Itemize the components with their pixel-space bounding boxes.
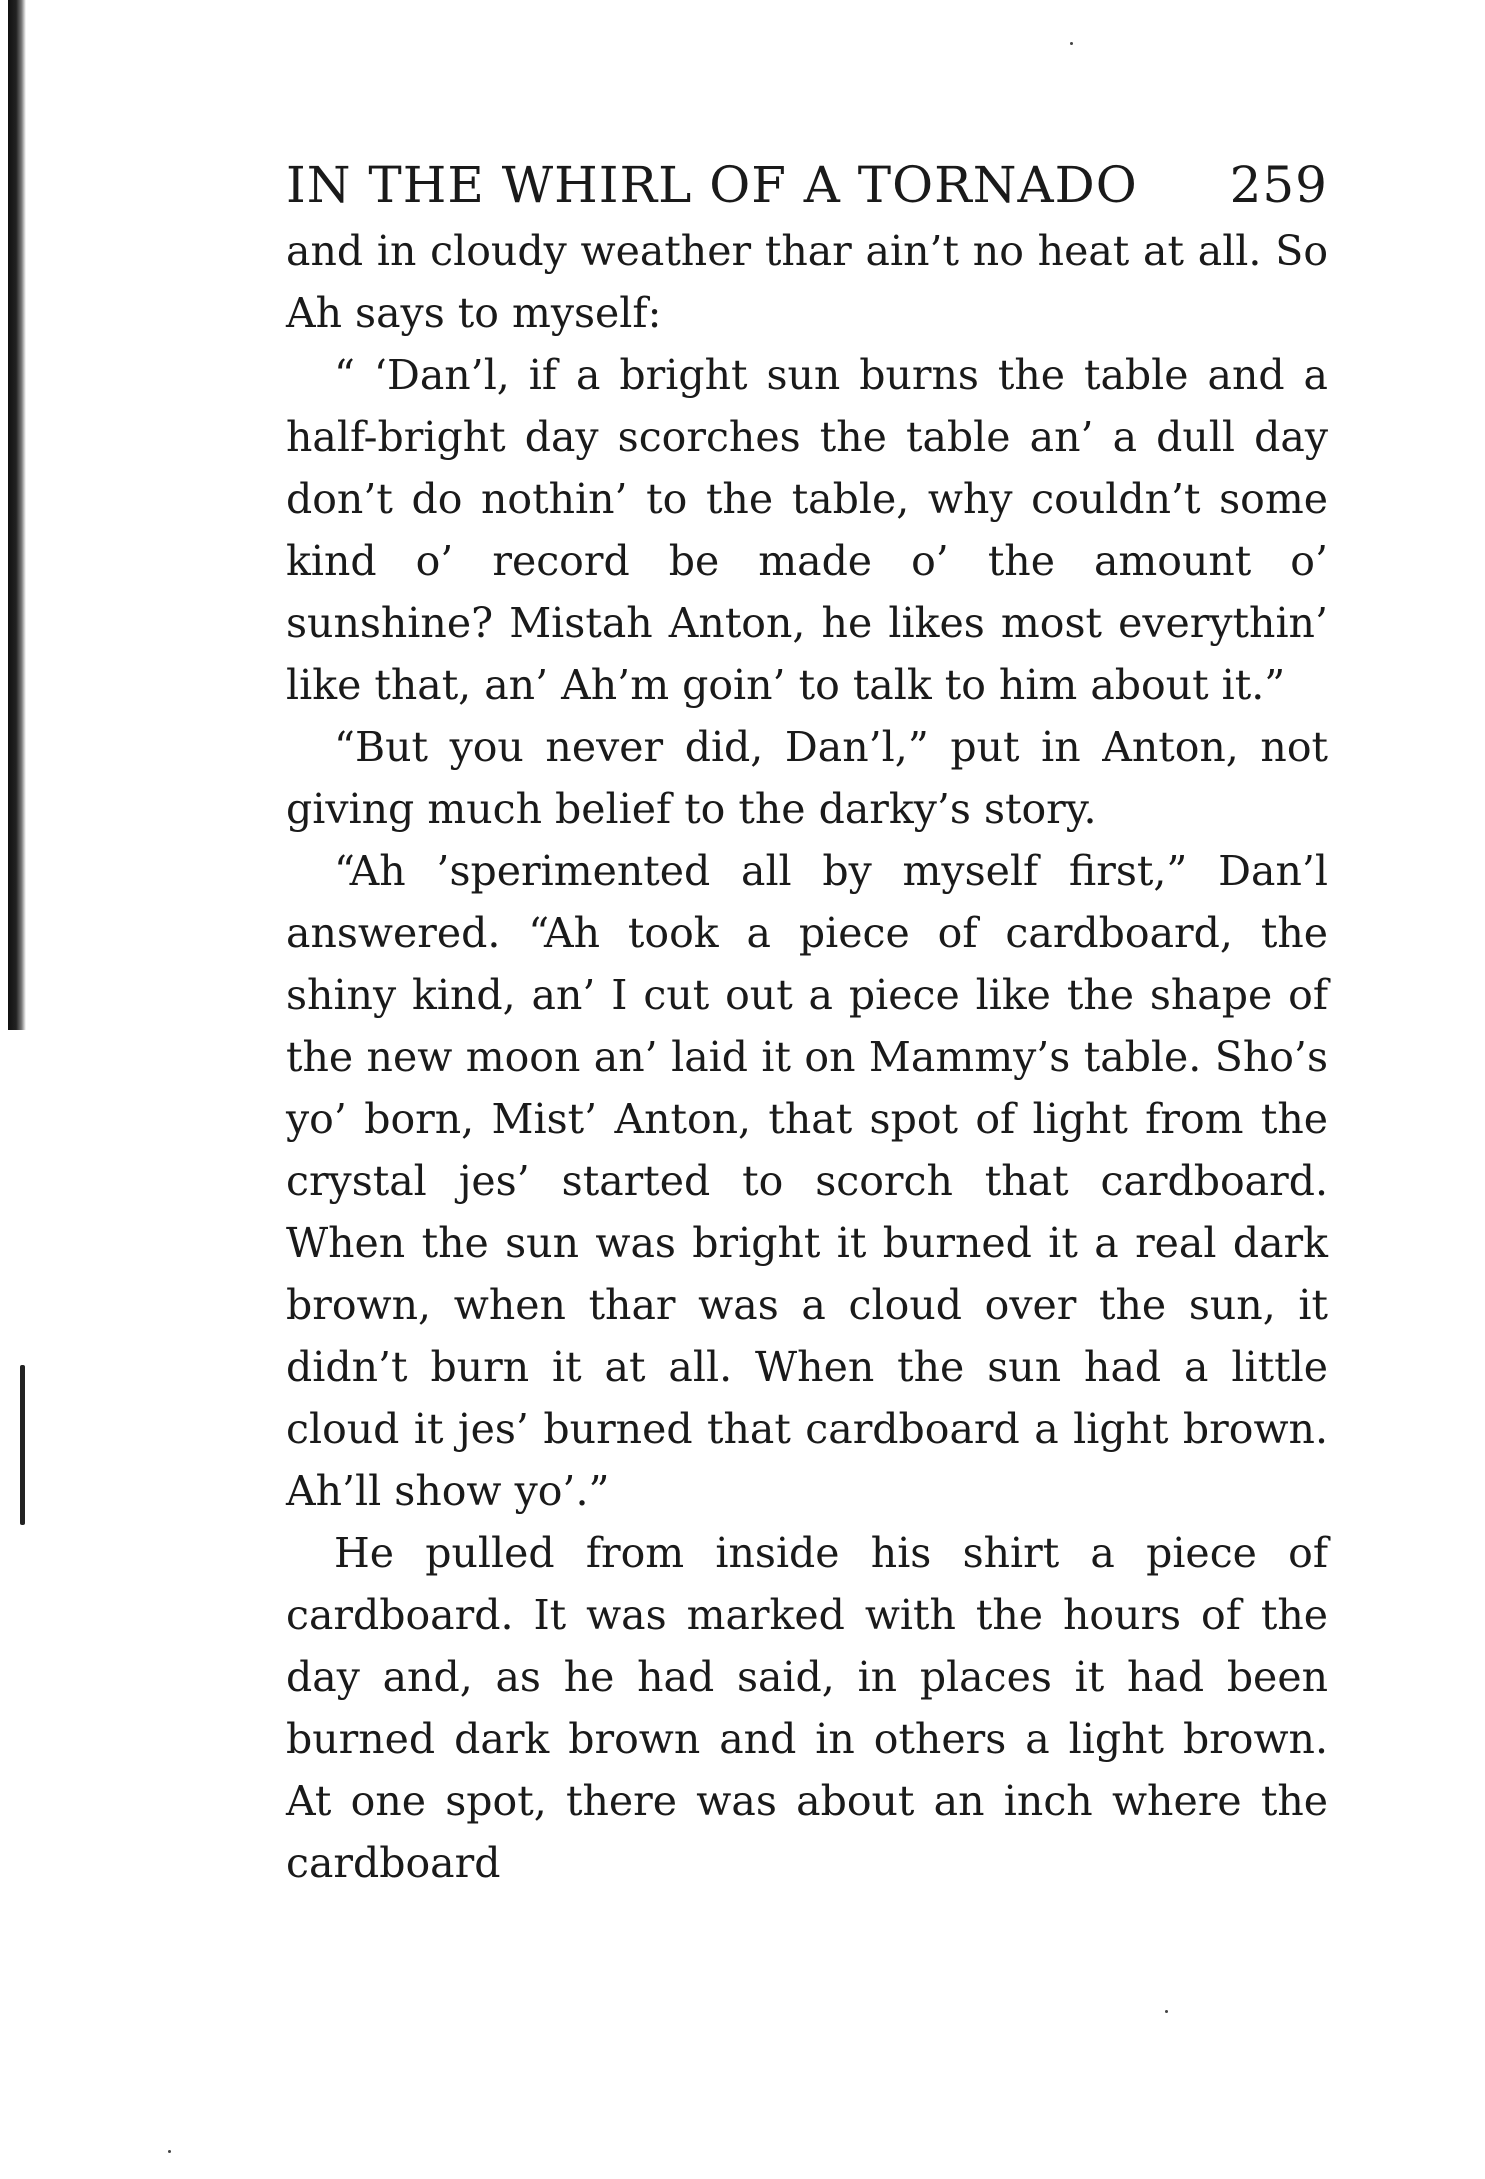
book-page: [286, 150, 1328, 1894]
paragraph: “Ah ’sperimented all by myself first,” Dan’l answered. “Ah took a piece of cardboard, the shiny kind, an’ I cut out a piece like the shape of the new moon an’ laid it on Mammy’s table. Sho’s yo’ born, Mist’ Anton, that spot of light from the crystal jes’ started to scorch that cardboard. When the sun was bright it burned it a real dark brown, when thar was a cloud over the sun, it didn’t burn it at all. When the sun had a little cloud it jes’ burned that cardboard a light brown. Ah’ll show yo’.”: [286, 847, 1328, 1515]
body-text: [286, 220, 1328, 1894]
running-title: IN THE WHIRL OF A TORNADO: [286, 156, 1138, 214]
binding-mark: [20, 1365, 25, 1525]
running-head: [286, 150, 1328, 220]
paragraph: “ ‘Dan’l, if a bright sun burns the table and a half-bright day scorches the table an’ a dull day don’t do nothin’ to the table, why couldn’t some kind o’ record be made o’ the amount o’ sunshine? Mistah Anton, he likes most everythin’ like that, an’ Ah’m goin’ to talk to him about it.”: [286, 351, 1328, 709]
paragraph: “But you never did, Dan’l,” put in Anton, not giving much belief to the darky’s story.: [286, 723, 1328, 833]
paper-speck: [168, 2150, 171, 2153]
paper-speck: [1165, 2010, 1168, 2013]
paragraph: He pulled from inside his shirt a piece of cardboard. It was marked with the hours of the day and, as he had said, in places it had been burned dark brown and in others a light brown. At one spot, there was about an inch where the cardboard: [286, 1529, 1328, 1887]
page-number: 259: [1229, 156, 1328, 214]
paper-speck: [1070, 42, 1073, 45]
paragraph-continued: and in cloudy weather thar ain’t no heat at all. So Ah says to myself:: [286, 227, 1328, 337]
binding-shadow: [8, 0, 26, 1030]
